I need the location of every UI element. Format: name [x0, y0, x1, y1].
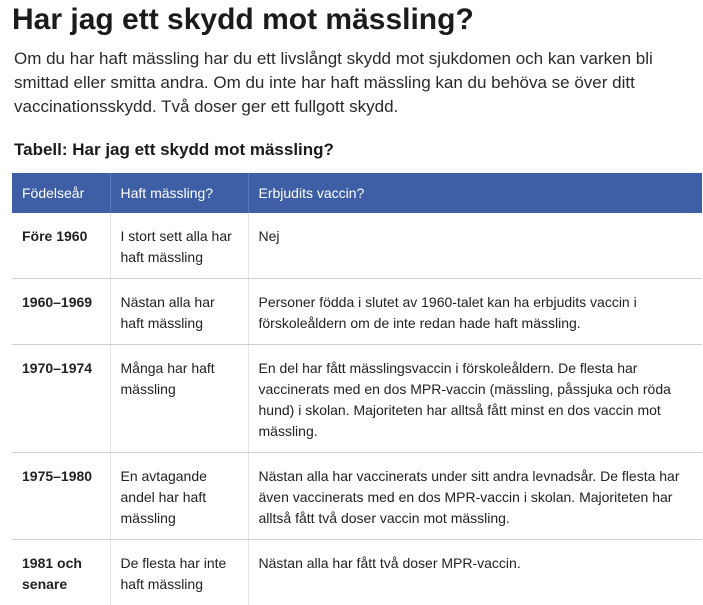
- table-row: [12, 540, 702, 605]
- header-had-measles: Haft mässling?: [110, 173, 248, 213]
- cell-had-measles: En avtagande andel har haft mässling: [110, 453, 248, 540]
- table-row: [12, 453, 702, 540]
- cell-vaccine-offered: Nej: [248, 213, 702, 279]
- cell-birth-year: Före 1960: [12, 213, 110, 279]
- header-birth-year: Födelseår: [12, 173, 110, 213]
- table-caption: Tabell: Har jag ett skydd mot mässling?: [14, 137, 334, 163]
- table-body: [12, 213, 702, 605]
- measles-protection-table: [12, 173, 702, 605]
- table-header-row: [12, 173, 702, 213]
- intro-paragraph: Om du har haft mässling har du ett livslångt skydd mot sjukdomen och kan varken bli smittad eller smitta andra. Om du inte har haft mässling kan du behöva se över ditt vaccinationsskydd. Två doser ger ett fullgott skydd.: [14, 47, 694, 119]
- cell-birth-year: 1975–1980: [12, 453, 110, 540]
- header-vaccine-offered: Erbjudits vaccin?: [248, 173, 702, 213]
- cell-birth-year: 1970–1974: [12, 345, 110, 453]
- table-row: [12, 279, 702, 345]
- cell-vaccine-offered: Nästan alla har vaccinerats under sitt andra levnadsår. De flesta har även vaccinerats med en dos MPR-vaccin i skolan. Majoriteten har alltså fått två doser vaccin mot mässling.: [248, 453, 702, 540]
- table-row: [12, 213, 702, 279]
- cell-had-measles: Många har haft mässling: [110, 345, 248, 453]
- page-title: Har jag ett skydd mot mässling?: [12, 0, 474, 42]
- measles-protection-table-wrapper: [12, 173, 702, 605]
- cell-vaccine-offered: Personer födda i slutet av 1960-talet kan ha erbjudits vaccin i förskoleåldern om de inte redan hade haft mässling.: [248, 279, 702, 345]
- cell-had-measles: De flesta har inte haft mässling: [110, 540, 248, 605]
- table-row: [12, 345, 702, 453]
- cell-had-measles: Nästan alla har haft mässling: [110, 279, 248, 345]
- cell-vaccine-offered: En del har fått mässlingsvaccin i förskoleåldern. De flesta har vaccinerats med en dos MPR-vaccin (mässling, påssjuka och röda hund) i skolan. Majoriteten har alltså fått minst en dos vaccin mot mässling.: [248, 345, 702, 453]
- cell-birth-year: 1960–1969: [12, 279, 110, 345]
- cell-vaccine-offered: Nästan alla har fått två doser MPR-vaccin.: [248, 540, 702, 605]
- cell-birth-year: 1981 och senare: [12, 540, 110, 605]
- cell-had-measles: I stort sett alla har haft mässling: [110, 213, 248, 279]
- table-header: [12, 173, 702, 213]
